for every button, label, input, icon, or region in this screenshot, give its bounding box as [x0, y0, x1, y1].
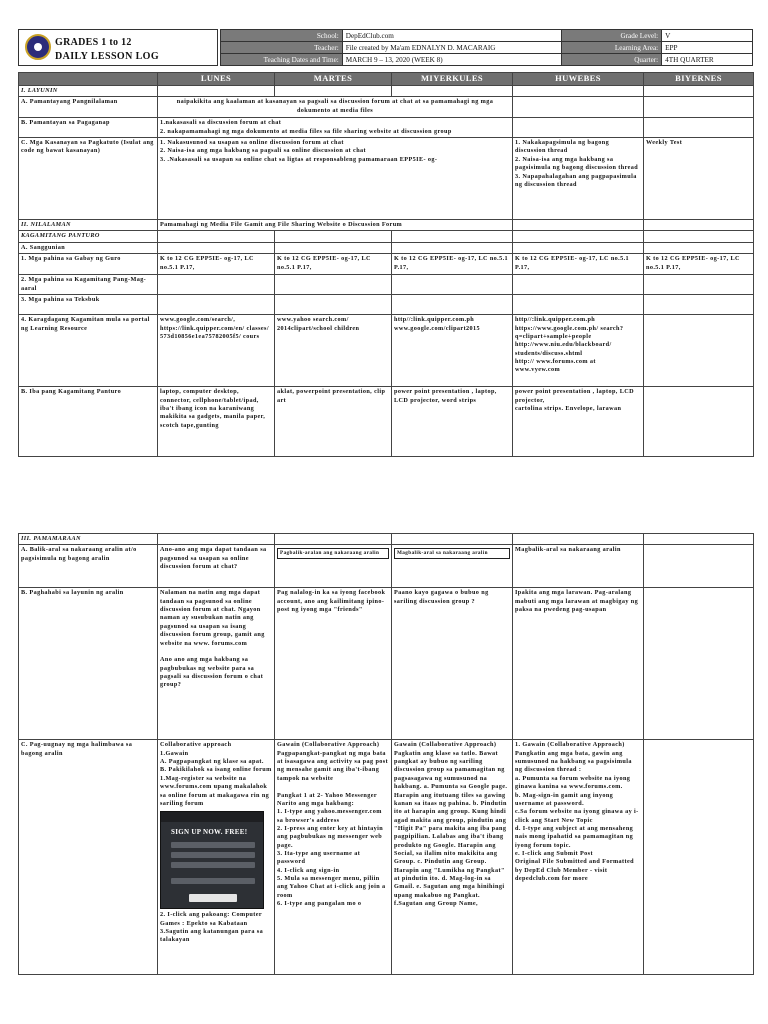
title-box: [18, 29, 218, 66]
signup-field: [171, 862, 255, 868]
row-label: A. Balik-aral sa nakaraang aralin at/o pagsisimula ng bagong aralin: [19, 545, 158, 588]
cell-text: Magbalik-aral sa nakaraang aralin: [513, 545, 644, 588]
cell-text: 1. Gawain (Collaborative Approach) Pangkatin ang mga bata, gawin ang sumusunod na hakbang sa pagsisimula ng discussion thread : a. Pumunta sa forum website na iyong ginawa kanina sa www.forums.com. b. Mag-sign-in gamit ang inyong username at password. c.Sa forum website na iyong ginawa ay i-click ang Start New Topic d. I-type ang subject at ang mensaheng nais mong ipahatid sa pamamagitan ng iyong forum topic. e. I-click ang Submit Post Original File Submitted and Formatted by DepEd Club Member - visit depedclub.com for more: [513, 740, 644, 975]
cell-text: [644, 387, 754, 457]
section-kagamitan: KAGAMITANG PANTURO: [19, 231, 158, 242]
school-label: School:: [221, 30, 343, 42]
row-label: B. Iba pang Kagamitang Panturo: [19, 387, 158, 457]
day-header: MIYERKULES: [392, 73, 513, 86]
row-label: A. Sanggunian: [19, 242, 158, 253]
cell-text: Paano kayo gagawa o bubuo ng sariling discussion group ?: [392, 588, 513, 740]
quarter-label: Quarter:: [562, 54, 662, 66]
row-text: Weekly Test: [644, 138, 754, 220]
cell-text: http//:link.quipper.com.ph https://www.google.com.ph/ search?q=clipart+sample+people http://www.niu.edu/blackboard/ students/discuss.shtml http:// www.forums.com at www.vyew.com: [513, 315, 644, 387]
cell-text: power point presentation , laptop, LCD projector, word strips: [392, 387, 513, 457]
section-nilalaman: II. NILALAMAN: [19, 220, 158, 231]
cell-text: power point presentation , laptop, LCD projector, cartolina strips. Envelope, larawan: [513, 387, 644, 457]
inner-box: Pagbalik-aralan ang nakaraang aralin: [277, 548, 389, 559]
row-label: 1. Mga pahina sa Gabay ng Guro: [19, 254, 158, 275]
row-label: A. Pamantayang Pangnilalaman: [19, 97, 158, 118]
day-header: MARTES: [275, 73, 392, 86]
cell-text: [392, 545, 513, 588]
signup-field: [171, 842, 255, 848]
cell-text: www.google.com/search/, https://link.quipper.com/en/ classes/ 573d10856e1ea75782005f5/ cours: [158, 315, 275, 387]
row-label: B. Paghahabi sa layunin ng aralin: [19, 588, 158, 740]
day-header: BIYERNES: [644, 73, 754, 86]
signup-heading: SIGN UP NOW. FREE!: [171, 828, 248, 837]
grade-level-value: V: [662, 30, 753, 42]
cell-text: Pag nalalog-in ka sa iyong facebook account, ano ang kailimitang ipino-post ng iyong mga "friends": [275, 588, 392, 740]
school-value: DepEdClub.com: [342, 30, 562, 42]
cell-text: K to 12 CG EPP5IE- og-17, LC no.5.1 P.17,: [275, 254, 392, 275]
cell-text: aklat, powerpoint presentation, clip art: [275, 387, 392, 457]
deped-seal-icon: [25, 34, 51, 60]
row-text: 1. Nakasusunod sa usapan sa online discussion forum at chat 2. Naisa-isa ang mga hakbang sa pagsali sa online discussion at chat 3. .Nakasasali sa usapan sa online chat sa ligtas at responsableng pamamaraan EPP5IE- og-: [158, 138, 513, 220]
row-label: B. Pamantayan sa Pagaganap: [19, 118, 158, 138]
row-label: C. Pag-uugnay ng mga halimbawa sa bagong aralin: [19, 740, 158, 975]
row-text: 1.nakasasali sa discussion forum at chat 2. nakapamamahagi ng mga dokumento at media files sa file sharing website at discussion group: [158, 118, 513, 138]
cell-text: K to 12 CG EPP5IE- og-17, LC no.5.1 P.17,: [392, 254, 513, 275]
lesson-table-2: [18, 533, 754, 975]
cell-text: K to 12 CG EPP5IE- og-17, LC no.5.1 P.17,: [513, 254, 644, 275]
day-header: HUWEBES: [513, 73, 644, 86]
cell-text: Collaborative approach 1.Gawain A. Pagpapangkat ng klase sa apat. B. Pakikilahok sa isang online forum 1.Mag-register sa website na www.forums.com upang makalahok sa online forum at makagawa rin ng sariling forum SIGN UP NOW. FREE! 2. I-click ang pakoang: Computer Games : Epekto sa Kabataan 3.Sagutin ang katanungan para sa talakayan: [158, 740, 275, 975]
row-label: C. Mga Kasanayan sa Pagkatuto (Isulat ang code ng bawat kasanayan): [19, 138, 158, 220]
section-pamamaraan: III. PAMAMARAAN: [19, 534, 158, 545]
inner-box: Magbalik-aral sa nakaraang aralin: [394, 548, 510, 559]
cell-text: [275, 545, 392, 588]
cell-text: Ano-ano ang mga dapat tandaan sa pagsunod sa usapan sa online discussion forum at chat?: [158, 545, 275, 588]
cell-text: Gawain (Collaborative Approach) Pagkatin ang klase sa tatlo. Bawat pangkat ay bubuo ng sariling discussion group sa pamamagitan ng pagsasagawa ng sumusunod na hakbang. a. Pumunta sa Google page. Harapin ang itutuang tiles sa gawing kanan sa itaas ng pahina. b. Pindutin ito at harapin ang group. Kung hindi agad makita ang group, pindutin ang "Higit Pa" para makita ang iba pang pagpipilian. Lalabas ang iba't ibang produkto ng Google. Harapin ang Social, sa ilalim nito makikita ang Group. c. Pindutin ang Group. Harapin ang "Lumikha ng Pangkat" at pindutin ito. d. Mag-log-in sa Gmail. e. Sagutan ang mga hinihingi upang makabuo ng Pangkat. f.Sagutan ang Group Name,: [392, 740, 513, 975]
screenshot-toolbar: [161, 812, 263, 822]
cell-text: K to 12 CG EPP5IE- og-17, LC no.5.1 P.17,: [158, 254, 275, 275]
teacher-value: File created by Ma'am EDNALYN D. MACARAIG: [342, 42, 562, 54]
dates-label: Teaching Dates and Time:: [221, 54, 343, 66]
row-label: 3. Mga pahina sa Teksbuk: [19, 295, 158, 315]
row-label: 4. Karagdagang Kagamitan mula sa portal ng Learning Resource: [19, 315, 158, 387]
learning-area-label: Learning Area:: [562, 42, 662, 54]
grade-level-label: Grade Level:: [562, 30, 662, 42]
cell-text: K to 12 CG EPP5IE- og-17, LC no.5.1 P.17,: [644, 254, 754, 275]
lesson-table-1: [18, 72, 754, 457]
dll-header: [18, 29, 753, 66]
forum-signup-screenshot: [160, 811, 264, 909]
row-text: 1. Nakakapagsimula ng bagong discussion thread 2. Naisa-isa ang mga hakbang sa pagsisimula ng bagong discussion thread 3. Napapahalagahan ang pagpapasimula ng discussion thread: [513, 138, 644, 220]
row-text: naipakikita ang kaalaman at kasanayan sa pagsali sa discussion forum at chat at sa pamamahagi ng mga dokumento at media files: [158, 97, 513, 118]
header-info-table: [220, 29, 753, 66]
dates-value: MARCH 9 – 13, 2020 (WEEK 8): [342, 54, 562, 66]
corner-cell: [19, 73, 158, 86]
teacher-label: Teacher:: [221, 42, 343, 54]
cell-text: http//:link.quipper.com.ph www.google.com/clipart2015: [392, 315, 513, 387]
cell-text: www.yahoo search.com/ 2014clipart/school children: [275, 315, 392, 387]
cell-text: laptop, computer desktop, connector, cellphone/tablet/ipad, iba't ibang icon na karaniwang makikita sa gadgets, manila paper, scotch tape,gunting: [158, 387, 275, 457]
day-header: LUNES: [158, 73, 275, 86]
grades-label: GRADES 1 to 12: [55, 37, 132, 48]
signup-field: [171, 878, 255, 884]
signup-field: [171, 852, 255, 858]
cell-text: Ipakita ang mga larawan. Pag-aralang mabuti ang mga larawan at magbigay ng paksa na pwedeng pag-usapan: [513, 588, 644, 740]
cell-text: Gawain (Collaborative Approach) Pagpapangkat-pangkat ng mga bata at isasagawa ang activity sa pag post ng mensahe gamit ang iba't-ibang tampok na website Pangkat 1 at 2- Yahoo Messenger Narito ang mga hakbang: 1. I-type ang yahoo.messenger.com sa browser's address 2. I-press ang enter key at hintayin ang pagbubukas ng messenger web page. 3. Ita-type ang username at password 4. I-click ang sign-in 5. Mula sa messenger menu, piliin ang Yahoo Chat at i-click ang join a room 6. I-type ang pangalan mo o: [275, 740, 392, 975]
row-label: 2. Mga pahina sa Kagamitang Pang-Mag-aaral: [19, 275, 158, 295]
signup-button: [189, 894, 237, 902]
cell-text: Nalaman na natin ang mga dapat tandaan sa pagsunod sa online discussion forum at chat. Ngayon naman ay susubukan natin ang pagsunod sa usapan sa isang discussion forum group, gamit ang website na www. forums.com Ano ano ang mga hakbang sa pagbubukas ng website para sa pagsali sa discussion forum o chat group?: [158, 588, 275, 740]
section-layunin: I. LAYUNIN: [19, 86, 158, 97]
quarter-value: 4TH QUARTER: [662, 54, 753, 66]
dll-title: DAILY LESSON LOG: [55, 51, 160, 62]
learning-area-value: EPP: [662, 42, 753, 54]
cell-text: [644, 315, 754, 387]
row-text: Pamamahagi ng Media File Gamit ang File Sharing Website o Discussion Forum: [158, 220, 513, 231]
